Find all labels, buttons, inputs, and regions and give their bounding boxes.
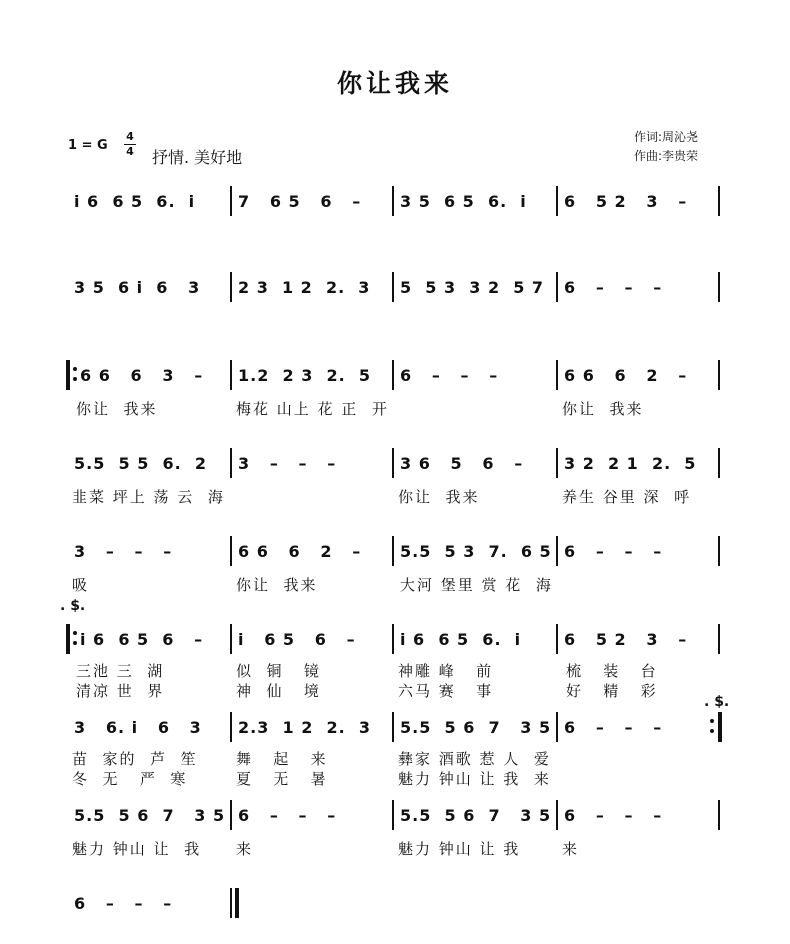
barline	[556, 448, 558, 478]
measure: 5.5 5 5 6. 2	[74, 454, 207, 473]
measure: 6 – – –	[238, 806, 337, 825]
measure: 7 6 5 6 –	[238, 192, 362, 211]
staff-line-5	[0, 536, 790, 570]
segno-mark: . $.	[60, 598, 86, 614]
lyric: 来	[562, 840, 580, 858]
lyric: 好 精 彩	[566, 682, 658, 700]
barline	[392, 272, 394, 302]
lyric: 你让 我来	[562, 400, 644, 418]
measure: 6 – – –	[564, 806, 663, 825]
song-title: 你让我来	[336, 69, 453, 98]
barline	[556, 800, 558, 830]
barline	[556, 186, 558, 216]
measure: i 6 6 5 6. i	[74, 192, 196, 211]
barline	[392, 448, 394, 478]
measure: 3 6 5 6 –	[400, 454, 524, 473]
repeat-end-dots	[710, 719, 714, 737]
lyric: 魅力 钟山 让 我 来	[398, 770, 551, 788]
repeat-end-barline	[718, 712, 722, 742]
lyric-line-4	[0, 486, 790, 506]
measure: 3 5 6 5 6. i	[400, 192, 527, 211]
measure: 3 6. i 6 3	[74, 718, 202, 737]
segno-mark-end: . $.	[704, 694, 730, 710]
measure: 6 – – –	[564, 718, 663, 737]
barline	[556, 536, 558, 566]
barline	[556, 624, 558, 654]
measure: 6 – – –	[564, 542, 663, 561]
repeat-dots	[73, 631, 77, 649]
lyric-line-7a	[0, 748, 790, 768]
lyric: 神雕 峰 前	[398, 662, 494, 680]
measure: 2 3 1 2 2. 3	[238, 278, 371, 297]
barline	[718, 360, 720, 390]
measure: 6 5 2 3 –	[564, 630, 688, 649]
staff-line-8	[0, 800, 790, 834]
lyric: 三池 三 湖	[76, 662, 165, 680]
lyric: 魅力 钟山 让 我	[398, 840, 521, 858]
barline	[718, 536, 720, 566]
barline	[718, 624, 720, 654]
measure: 6 6 6 2 –	[564, 366, 688, 385]
barline	[718, 186, 720, 216]
lyric: 六马 赛 事	[398, 682, 494, 700]
barline	[392, 360, 394, 390]
lyric: 吸	[72, 576, 90, 594]
measure: 2.3 1 2 2. 3	[238, 718, 371, 737]
barline	[230, 800, 232, 830]
repeat-start-barline	[66, 624, 70, 654]
lyric: 韭菜 坪上 荡 云 海	[72, 488, 225, 506]
barline	[556, 360, 558, 390]
lyric-line-8	[0, 838, 790, 858]
barline	[392, 712, 394, 742]
lyric: 来	[236, 840, 254, 858]
measure: 6 6 6 3 –	[80, 366, 204, 385]
lyric: 彝家 酒歌 惹 人 爱	[398, 750, 551, 768]
barline	[718, 272, 720, 302]
repeat-start-barline	[66, 360, 70, 390]
measure: 6 6 6 2 –	[238, 542, 362, 561]
measure: 5 5 3 3 2 5 7	[400, 278, 545, 297]
lyric: 梅花 山上 花 正 开	[236, 400, 389, 418]
measure: 5.5 5 6 7 3 5	[400, 718, 552, 737]
measure: 6 5 2 3 –	[564, 192, 688, 211]
barline	[556, 272, 558, 302]
barline	[230, 448, 232, 478]
measure: 3 5 6 i 6 3	[74, 278, 201, 297]
lyric: 你让 我来	[398, 488, 480, 506]
lyric: 苗 家的 芦 笙	[72, 750, 198, 768]
key-signature: 1 = G	[68, 138, 108, 153]
barline	[230, 712, 232, 742]
barline	[718, 448, 720, 478]
lyric: 舞 起 来	[236, 750, 328, 768]
lyric: 大河 堡里 赏 花 海	[400, 576, 553, 594]
barline	[392, 624, 394, 654]
staff-line-2	[0, 272, 790, 306]
time-signature	[124, 131, 136, 158]
lyric-line-7b	[0, 768, 790, 788]
staff-line-3	[0, 360, 790, 394]
meter-bottom: 4	[126, 145, 134, 158]
barline	[392, 800, 394, 830]
lyric: 养生 谷里 深 呼	[562, 488, 692, 506]
lyric-line-5	[0, 574, 790, 594]
lyric: 魅力 钟山 让 我	[72, 840, 202, 858]
measure: 3 – – –	[74, 542, 173, 561]
lyric-line-6a	[0, 660, 790, 680]
barline	[230, 536, 232, 566]
staff-line-9	[0, 888, 790, 922]
lyric: 梳 装 台	[566, 662, 658, 680]
staff-line-6	[0, 624, 790, 658]
barline	[392, 186, 394, 216]
final-barline-thin	[230, 888, 232, 918]
barline	[230, 624, 232, 654]
barline	[556, 712, 558, 742]
barline	[230, 272, 232, 302]
barline	[718, 800, 720, 830]
lyric: 似 铜 镜	[236, 662, 321, 680]
measure: 5.5 5 6 7 3 5	[400, 806, 552, 825]
measure: i 6 6 5 6 –	[80, 630, 204, 649]
measure: 5.5 5 3 7. 6 5	[400, 542, 552, 561]
staff-line-1	[0, 186, 790, 220]
repeat-dots	[73, 367, 77, 385]
lyric: 你让 我来	[76, 400, 158, 418]
lyric: 你让 我来	[236, 576, 318, 594]
staff-line-7	[0, 712, 790, 746]
final-barline-thick	[235, 888, 239, 918]
lyric: 清凉 世 界	[76, 682, 165, 700]
lyric-line-3	[0, 398, 790, 418]
barline	[392, 536, 394, 566]
lyricist-credit: 作词:周沁尧	[634, 130, 699, 144]
measure: 6 – – –	[74, 894, 173, 913]
lyric: 夏 无 暑	[236, 770, 328, 788]
barline	[230, 186, 232, 216]
composer-credit: 作曲:李贵荣	[634, 149, 699, 163]
measure: 6 – – –	[400, 366, 499, 385]
measure: 6 – – –	[564, 278, 663, 297]
measure: 3 – – –	[238, 454, 337, 473]
lyric-line-6b	[0, 680, 790, 700]
meter-top: 4	[126, 130, 134, 143]
measure: 5.5 5 6 7 3 5	[74, 806, 226, 825]
lyric: 冬 无 严 寒	[72, 770, 188, 788]
measure: 1.2 2 3 2. 5	[238, 366, 371, 385]
lyric: 神 仙 境	[236, 682, 321, 700]
measure: i 6 6 5 6. i	[400, 630, 522, 649]
measure: 3 2 2 1 2. 5	[564, 454, 697, 473]
tempo-marking: 抒情. 美好地	[152, 148, 243, 167]
measure: i 6 5 6 –	[238, 630, 356, 649]
staff-line-4	[0, 448, 790, 482]
barline	[230, 360, 232, 390]
